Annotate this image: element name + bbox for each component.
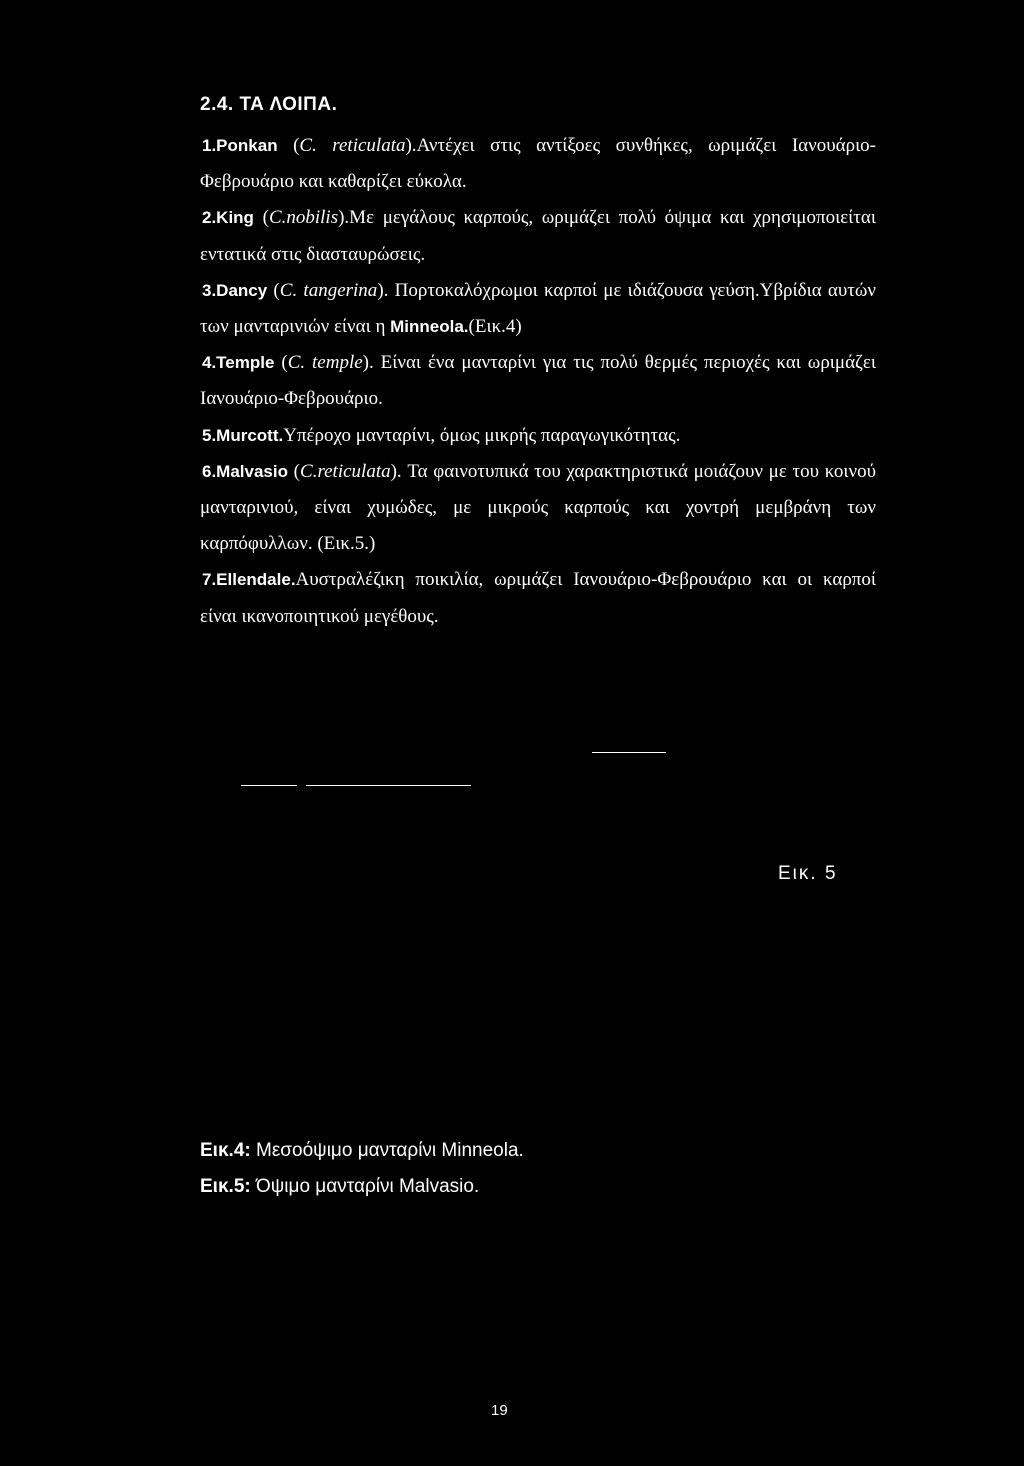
variety-description: Αντέχει στις αντίξοες συνθήκες, ωριμάζει Ιανουάριο- Φεβρουάριο και καθαρίζει εύκολα. (200, 135, 877, 193)
divider (306, 785, 471, 786)
page-number: 19 (491, 1402, 508, 1419)
hybrid-name: Minneola. (390, 317, 469, 337)
divider (592, 752, 666, 753)
list-item: 4.Temple (C. temple). Είναι ένα μανταρίνι για τις πολύ θερμές περιοχές και ωριμάζει Ιανουάριο-Φεβρουάριο. (200, 352, 877, 410)
variety-name: 7.Ellendale. (202, 570, 296, 590)
list-item (200, 562, 876, 634)
divider (241, 785, 297, 786)
variety-description: Είναι ένα μανταρίνι για τις πολύ θερμές περιοχές και ωριμάζει Ιανουάριο-Φεβρουάριο. (200, 352, 877, 410)
variety-description: Υπέροχο μανταρίνι, όμως μικρής παραγωγικότητας. (283, 424, 681, 446)
variety-name: 6.Malvasio (202, 461, 288, 481)
variety-description: Τα φαινοτυπικά του χαρακτηριστικά μοιάζουν με του κοινού μανταρινιού, είναι χυμώδες, με μικρούς καρπούς και χοντρή μεμβράνη των καρπόφυλλων. (Εικ.5.) (200, 460, 877, 555)
variety-description: Πορτοκαλόχρωμοι καρποί με ιδιάζουσα γεύση.Υβρίδια αυτών των μανταρινιών είναι η (200, 279, 876, 338)
caption-ref: Εικ.5: (200, 1176, 251, 1197)
list-item: 1.Ponkan (C. reticulata).Αντέχει στις αντίξοες συνθήκες, ωριμάζει Ιανουάριο- Φεβρουάριο και καθαρίζει εύκολα. (200, 135, 877, 193)
list-item (200, 418, 876, 454)
latin-name: C.reticulata (300, 460, 391, 482)
variety-name: 1.Ponkan (202, 136, 278, 155)
variety-description: Αυστραλέζικη ποικιλία, ωριμάζει Ιανουάριο-Φεβρουάριο και οι καρποί είναι ικανοποιητικού μεγέθους. (200, 569, 876, 627)
caption-text: Μεσοόψιμο μανταρίνι Minneola. (250, 1140, 524, 1161)
variety-name: 3.Dancy (202, 280, 268, 300)
variety-description: Με μεγάλους καρπούς, ωριμάζει πολύ όψιμα και χρησιμοποιείται εντατικά στις διασταυρώσεις. (200, 207, 876, 265)
variety-name: 5.Murcott. (202, 425, 284, 445)
latin-name: C. tangerina (279, 279, 378, 301)
latin-name: C.nobilis (268, 207, 339, 229)
figure-label: Εικ. 5 (778, 863, 838, 884)
figure-reference: (Εικ.4) (468, 316, 522, 338)
list-item: 6.Malvasio (C.reticulata). Τα φαινοτυπικά του χαρακτηριστικά μοιάζουν με του κοινού μανταρινιού, είναι χυμώδες, με μικρούς καρπούς και χοντρή μεμβράνη των καρπόφυλλων. (Εικ.5.) (200, 460, 877, 555)
body-text (200, 128, 876, 635)
variety-name: 4.Temple (202, 353, 275, 373)
figure-caption (200, 1140, 524, 1162)
caption-ref: Εικ.4: (200, 1140, 251, 1161)
caption-text: Όψιμο μανταρίνι Malvasio. (250, 1176, 480, 1197)
section-heading: 2.4. ΤΑ ΛΟΙΠΑ. (200, 94, 338, 115)
latin-name: C. temple (287, 352, 363, 374)
figure-caption (200, 1176, 479, 1198)
list-item: 3.Dancy (C. tangerina). Πορτοκαλόχρωμοι καρποί με ιδιάζουσα γεύση.Υβρίδια αυτών των μανταρινιών είναι η Minneola.(Εικ.4) (200, 279, 876, 338)
latin-name: C. reticulata (299, 135, 406, 156)
list-item: 2.King (C.nobilis).Με μεγάλους καρπούς, ωριμάζει πολύ όψιμα και χρησιμοποιείται εντατικά στις διασταυρώσεις. (200, 207, 876, 265)
variety-name: 2.King (202, 208, 254, 228)
